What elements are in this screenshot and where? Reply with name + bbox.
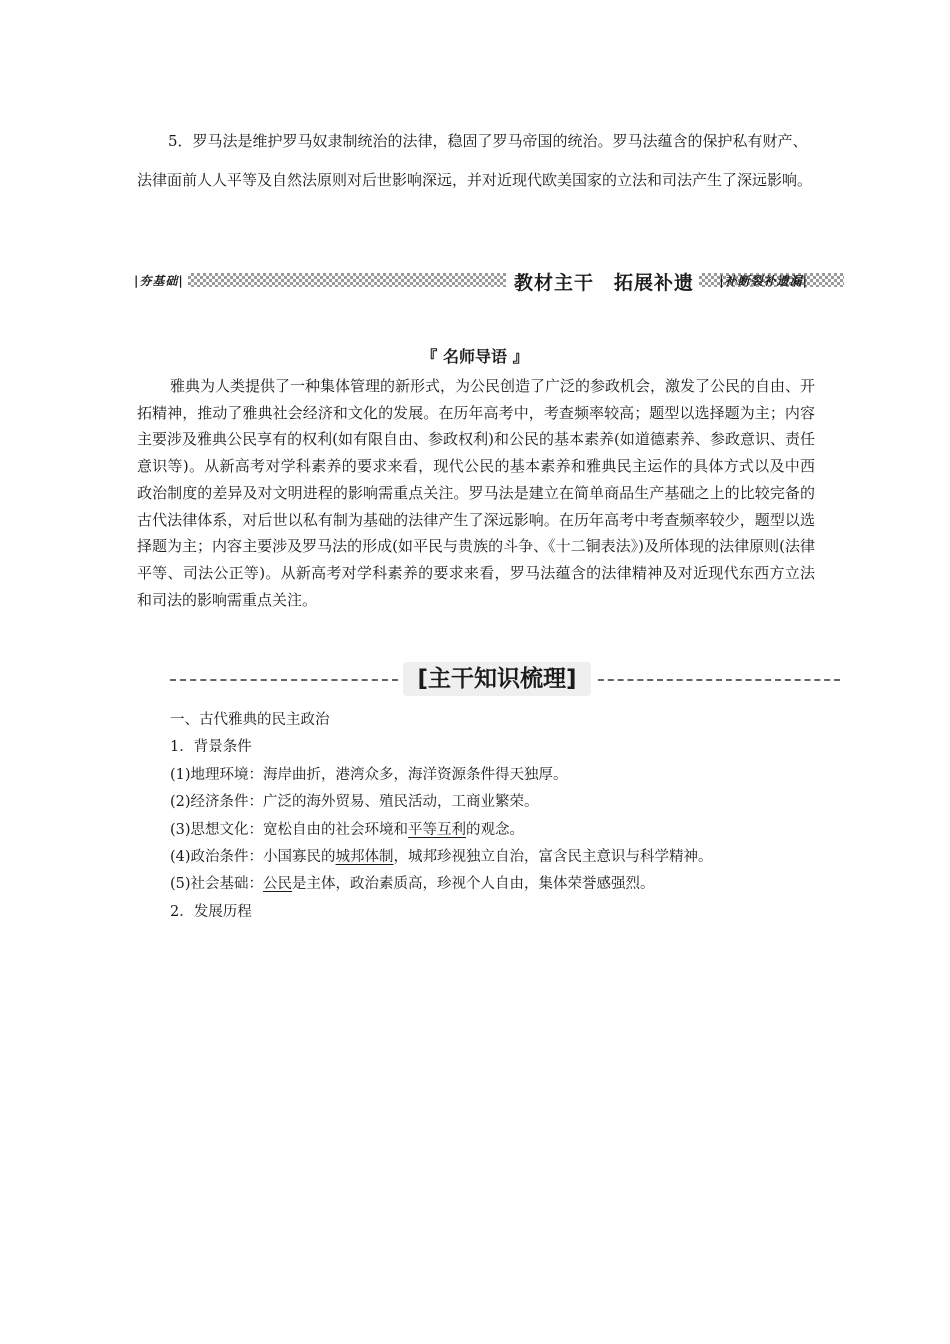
outline-item-4-text: (4)政治条件：小国寡民的 — [170, 848, 336, 865]
outline-item-3 — [170, 817, 713, 844]
section-title: [主干知识梳理] — [403, 662, 591, 696]
banner-left-tag: |夯基础| — [134, 274, 184, 288]
section-banner — [134, 268, 808, 294]
outline-item-4-keyword: 城邦体制 — [335, 848, 394, 865]
knowledge-outline — [170, 707, 713, 926]
outline-subheading-2: 2．发展历程 — [170, 903, 252, 920]
item-5-text: 罗马法是维护罗马奴隶制统治的法律，稳固了罗马帝国的统治。罗马法蕴含的保护私有财产、法律面前人人平等及自然法原则对后世影响深远，并对近现代欧美国家的立法和司法产生了深远影响。 — [137, 132, 813, 189]
banner-title: 教材主干 拓展补遗 — [514, 272, 695, 294]
outline-heading: 一、古代雅典的民主政治 — [170, 712, 330, 728]
banner-right-tag: |补断裂补遗漏| — [719, 274, 808, 288]
outline-item-3-text: (3)思想文化：宽松自由的社会环境和 — [170, 821, 409, 838]
item-5-paragraph — [137, 122, 815, 199]
outline-item-5 — [170, 871, 713, 898]
outline-item-2: (2)经济条件：广泛的海外贸易、殖民活动，工商业繁荣。 — [170, 794, 539, 811]
guide-title: 『 名师导语 』 — [421, 347, 529, 366]
outline-item-3-tail: 的观念。 — [466, 821, 525, 838]
section-divider-left — [170, 679, 398, 681]
outline-subheading-1: 1．背景条件 — [170, 739, 252, 756]
guide-paragraph: 雅典为人类提供了一种集体管理的新形式，为公民创造了广泛的参政机会，激发了公民的自由、开拓精神，推动了雅典社会经济和文化的发展。在历年高考中，考查频率较高；题型以选择题为主；内容主要涉及雅典公民享有的权利(如有限自由、参政权利)和公民的基本素养(如道德素养、参政意识、责任意识等)。从新高考对学科素养的要求来看，现代公民的基本素养和雅典民主运作的具体方式以及中西政治制度的差异及对文明进程的影响需重点关注。罗马法是建立在简单商品生产基础之上的比较完备的古代法律体系，对后世以私有制为基础的法律产生了深远影响。在历年高考中考查频率较少，题型以选择题为主；内容主要涉及罗马法的形成(如平民与贵族的斗争、《十二铜表法》)及所体现的法律原则(法律平等、司法公正等)。从新高考对学科素养的要求来看，罗马法蕴含的法律精神及对近现代东西方立法和司法的影响需重点关注。 — [137, 377, 816, 609]
outline-item-5-keyword: 公民 — [263, 876, 293, 893]
outline-item-1: (1)地理环境：海岸曲折，港湾众多，海洋资源条件得天独厚。 — [170, 766, 568, 783]
item-5-number: 5． — [168, 132, 193, 150]
outline-item-3-keyword: 平等互利 — [408, 821, 467, 838]
outline-item-5-tail: 是主体，政治素质高，珍视个人自由，集体荣誉感强烈。 — [292, 876, 655, 893]
section-divider-right — [598, 679, 840, 681]
section-header — [170, 662, 840, 698]
outline-item-5-text: (5)社会基础： — [170, 876, 264, 893]
outline-item-4 — [170, 844, 713, 871]
outline-item-4-tail: ，城邦珍视独立自治，富含民主意识与科学精神。 — [393, 848, 713, 865]
banner-left-pattern — [188, 273, 506, 287]
